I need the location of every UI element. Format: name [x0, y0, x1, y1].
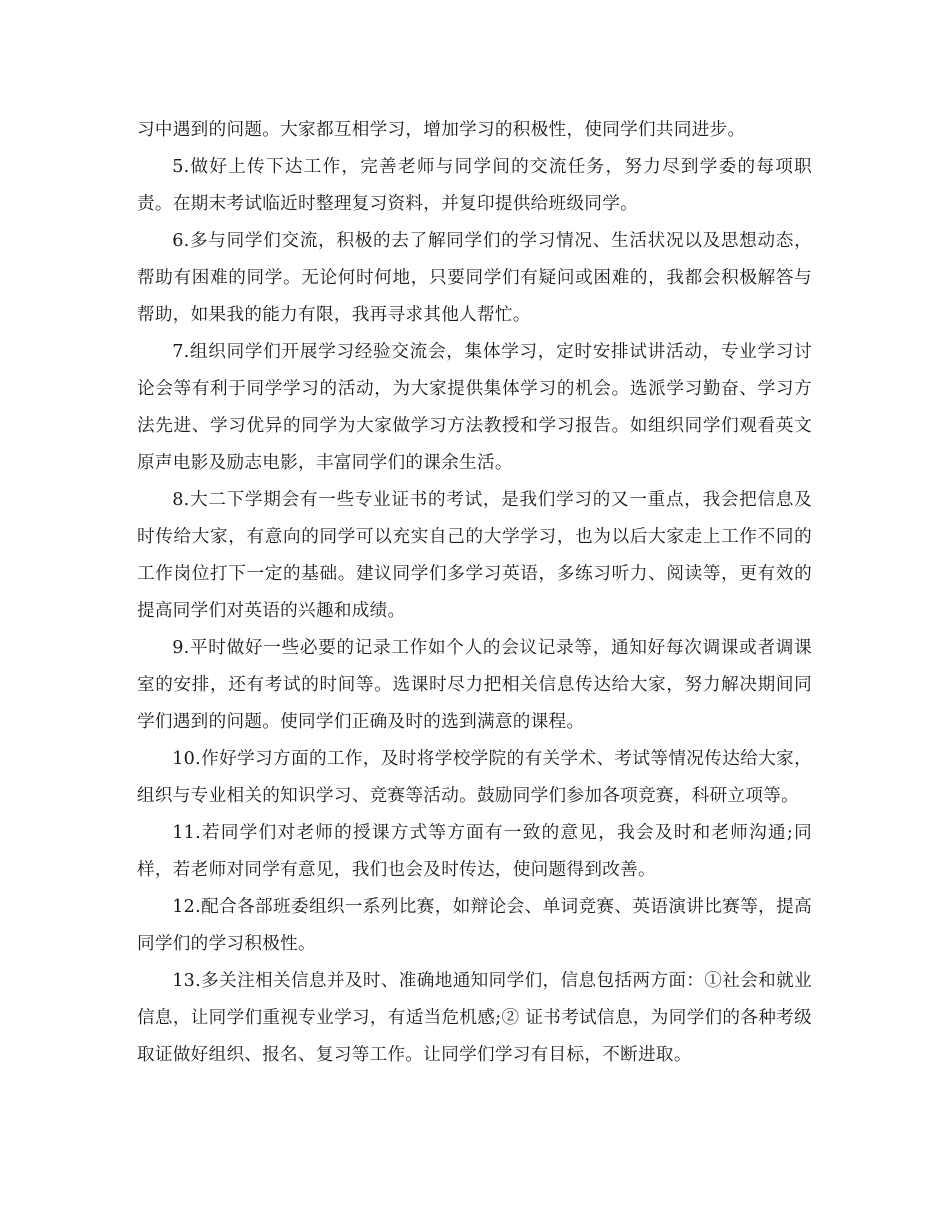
- paragraph-item-6: 6.多与同学们交流，积极的去了解同学们的学习情况、生活状况以及思想动态，帮助有困难的同学。无论何时何地，只要同学们有疑问或困难的，我都会积极解答与帮助，如果我的能力有限，我再寻求其他人帮忙。: [137, 231, 812, 325]
- paragraph-item-13: 13.多关注相关信息并及时、准确地通知同学们，信息包括两方面：①社会和就业信息，让同学们重视专业学习，有适当危机感;② 证书考试信息，为同学们的各种考级取证做好组织、报名、复习等工作。让同学们学习有目标，不断进取。: [137, 971, 812, 1065]
- document-body: [137, 112, 812, 1074]
- paragraph-item-7: 7.组织同学们开展学习经验交流会，集体学习，定时安排试讲活动，专业学习讨论会等有利于同学学习的活动，为大家提供集体学习的机会。选派学习勤奋、学习方法先进、学习优异的同学为大家做学习方法教授和学习报告。如组织同学们观看英文原声电影及励志电影，丰富同学们的课余生活。: [137, 342, 812, 473]
- paragraph-continuation: 习中遇到的问题。大家都互相学习，增加学习的积极性，使同学们共同进步。: [137, 120, 746, 140]
- paragraph-item-8: 8.大二下学期会有一些专业证书的考试，是我们学习的又一重点，我会把信息及时传给大家，有意向的同学可以充实自己的大学学习，也为以后大家走上工作不同的工作岗位打下一定的基础。建议同学们多学习英语，多练习听力、阅读等，更有效的提高同学们对英语的兴趣和成绩。: [137, 490, 812, 621]
- paragraph-item-10: 10.作好学习方面的工作，及时将学校学院的有关学术、考试等情况传达给大家，组织与专业相关的知识学习、竞赛等活动。鼓励同学们参加各项竞赛，科研立项等。: [137, 749, 812, 806]
- paragraph-item-12: 12.配合各部班委组织一系列比赛，如辩论会、单词竞赛、英语演讲比赛等，提高同学们的学习积极性。: [137, 897, 812, 954]
- paragraph-item-11: 11.若同学们对老师的授课方式等方面有一致的意见，我会及时和老师沟通;同样，若老师对同学有意见，我们也会及时传达，使问题得到改善。: [137, 823, 812, 880]
- paragraph-item-9: 9.平时做好一些必要的记录工作如个人的会议记录等，通知好每次调课或者调课室的安排，还有考试的时间等。选课时尽力把相关信息传达给大家，努力解决期间同学们遇到的问题。使同学们正确及时的选到满意的课程。: [137, 638, 812, 732]
- paragraph-item-5: 5.做好上传下达工作，完善老师与同学间的交流任务，努力尽到学委的每项职责。在期末考试临近时整理复习资料，并复印提供给班级同学。: [137, 157, 812, 214]
